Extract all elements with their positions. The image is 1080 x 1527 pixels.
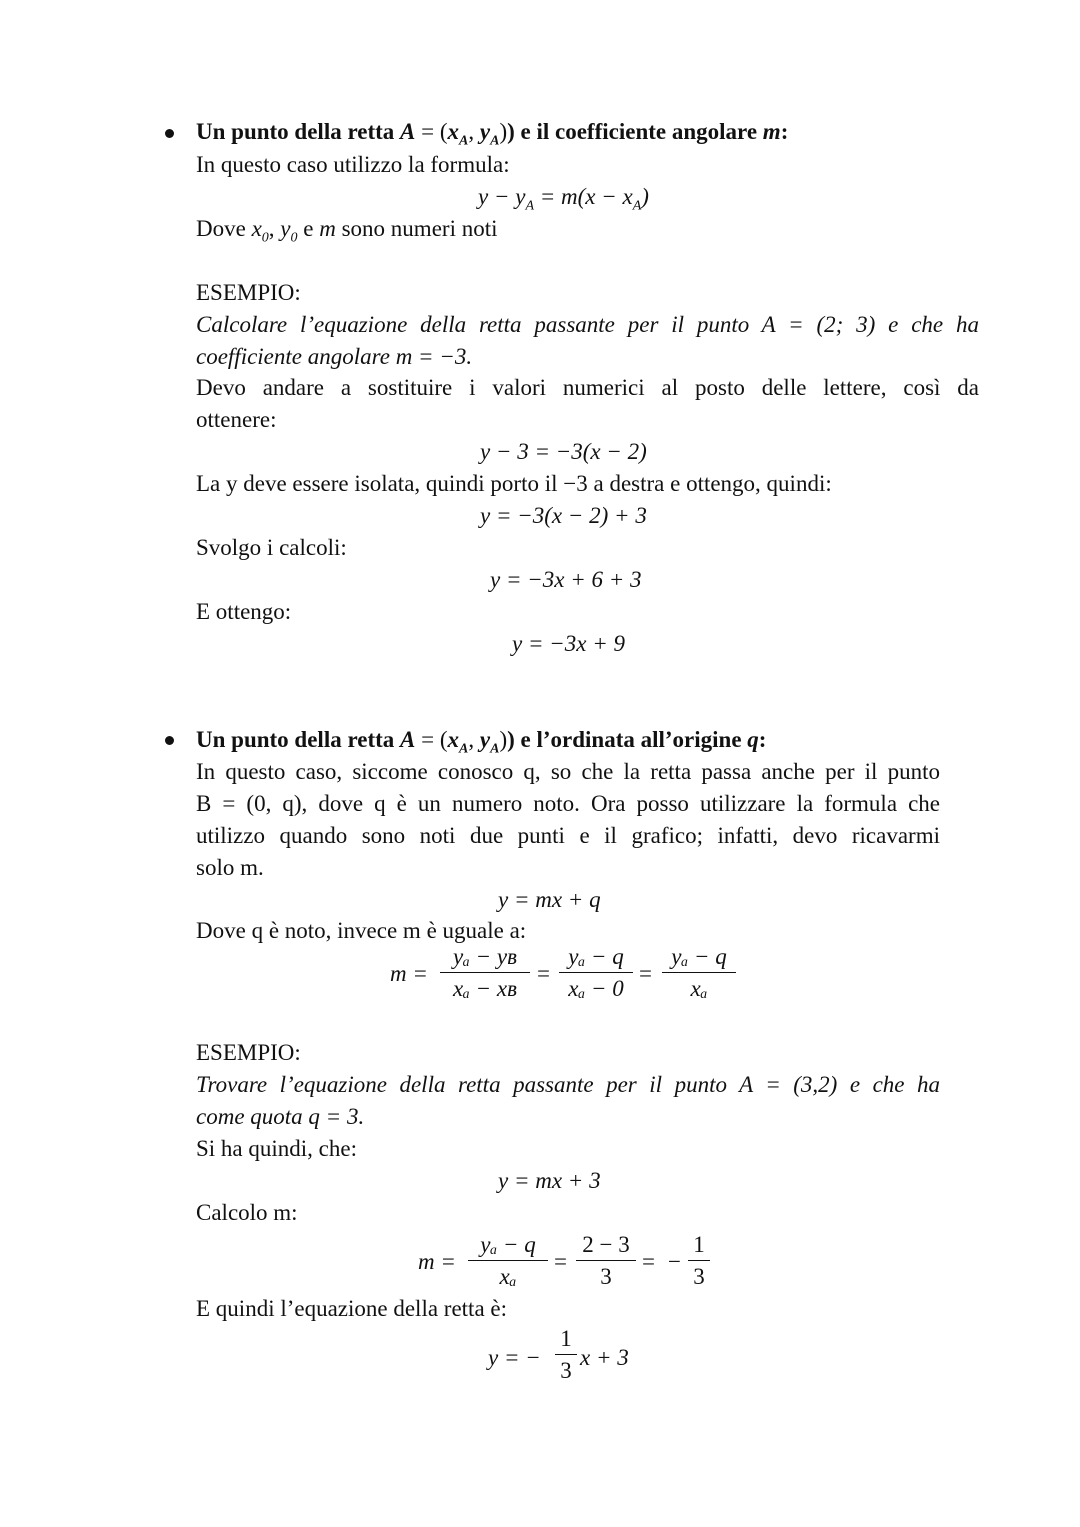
- section1-example-label: ESEMPIO:: [196, 280, 301, 305]
- section1-explain-line2: ottenere:: [196, 407, 277, 432]
- section2-example-line2: come quota q = 3.: [196, 1104, 365, 1129]
- section2-known-line: Dove q è noto, invece m è uguale a:: [196, 918, 527, 943]
- section2-para-line4: solo m.: [196, 855, 264, 880]
- section1-example-line2: coefficiente angolare m = −3.: [196, 344, 473, 369]
- section2-final-label: E quindi l’equazione della retta è:: [196, 1296, 508, 1321]
- section2-calc-frac3: [688, 1233, 710, 1288]
- section2-frac3: [662, 945, 736, 1000]
- section1-calc-label: Svolgo i calcoli:: [196, 535, 347, 560]
- section2-para-line2: B = (0, q), dove q è un numero noto. Ora posso utilizzare la formula che: [196, 791, 940, 816]
- section2-m-lhs: m =: [390, 961, 428, 986]
- section2-frac1: [440, 945, 530, 1000]
- section1-example-line1: Calcolare l’equazione della retta passante per il punto A = (2; 3) e che ha: [196, 312, 979, 337]
- section2-frac1-den: xₐ − xʙ: [452, 976, 518, 1002]
- section2-frac2: [559, 945, 633, 1000]
- section2-frac2-num: yₐ − q: [568, 944, 624, 969]
- section2-final-lhs: y = −: [488, 1345, 541, 1370]
- section1-heading: Un punto della retta $A = (x_A$, $y_A$)) e il coefficiente angolare m:: [196, 119, 789, 149]
- section2-frac1-num: yₐ − yʙ: [452, 944, 518, 969]
- section2-calc-eq-sign1: =: [554, 1249, 567, 1274]
- section2-calc-frac3-den: 3: [693, 1264, 705, 1290]
- section2-example-label: ESEMPIO:: [196, 1040, 301, 1065]
- section2-calc-frac2-num: 2 − 3: [582, 1232, 630, 1257]
- section2-example-line1: Trovare l’equazione della retta passante per il punto A = (3,2) e che ha: [196, 1072, 940, 1097]
- section2-eq-sign2: =: [639, 961, 652, 986]
- section2-final-frac: [555, 1327, 577, 1382]
- section2-frac3-den: xₐ: [690, 976, 708, 1002]
- section2-calc-frac2-den: 3: [600, 1264, 612, 1290]
- section2-calc-m-lhs: m =: [418, 1249, 456, 1274]
- section1-eq1: y − 3 = −3(x − 2): [480, 439, 647, 464]
- section1-isolate-line: La y deve essere isolata, quindi porto il −3 a destra e ottengo, quindi:: [196, 471, 832, 496]
- section2-para-line3: utilizzo quando sono noti due punti e il grafico; infatti, devo ricavarmi: [196, 823, 940, 848]
- section2-calc-frac1-den: xₐ: [499, 1264, 517, 1290]
- section2-para-line1: In questo caso, siccome conosco q, so che la retta passa anche per il punto: [196, 759, 940, 784]
- section2-calc-minus: −: [668, 1249, 681, 1274]
- section1-formula: $y - y_A = m(x - x_A)$: [478, 184, 649, 214]
- section2-final-frac-num: 1: [560, 1326, 572, 1351]
- section2-heading: Un punto della retta $A = (x_A$, $y_A$)) e l’ordinata all’origine q:: [196, 727, 767, 757]
- section2-calc-frac1: [468, 1233, 548, 1288]
- section1-explain-line1: Devo andare a sostituire i valori numerici al posto delle lettere, così da: [196, 375, 979, 400]
- section2-calc-frac2: [576, 1233, 636, 1288]
- section2-frac2-den: xₐ − 0: [568, 976, 624, 1002]
- section2-calc-eq-sign2: =: [642, 1249, 655, 1274]
- section1-where: Dove $x_0$, $y_0$ e m sono numeri noti: [196, 216, 498, 246]
- section1-eq3: y = −3x + 6 + 3: [490, 567, 642, 592]
- section1-intro: In questo caso utilizzo la formula:: [196, 152, 510, 177]
- section1-eq4: y = −3x + 9: [512, 631, 625, 656]
- section2-eq2: y = mx + 3: [498, 1168, 601, 1193]
- section2-final-frac-den: 3: [560, 1358, 572, 1384]
- section2-final-rhs: x + 3: [580, 1345, 629, 1370]
- bullet-2: [165, 736, 174, 745]
- bullet-1: [165, 129, 174, 138]
- section2-calc-label: Calcolo m:: [196, 1200, 298, 1225]
- section1-obtain-label: E ottengo:: [196, 599, 292, 624]
- section2-calc-frac1-num: yₐ − q: [480, 1232, 536, 1257]
- section2-frac3-num: yₐ − q: [671, 944, 727, 969]
- section2-eq-sign1: =: [537, 961, 550, 986]
- section2-calc-frac3-num: 1: [693, 1232, 705, 1257]
- section1-eq2: y = −3(x − 2) + 3: [480, 503, 647, 528]
- section2-eq1: y = mx + q: [498, 887, 601, 912]
- section2-hence-line: Si ha quindi, che:: [196, 1136, 357, 1161]
